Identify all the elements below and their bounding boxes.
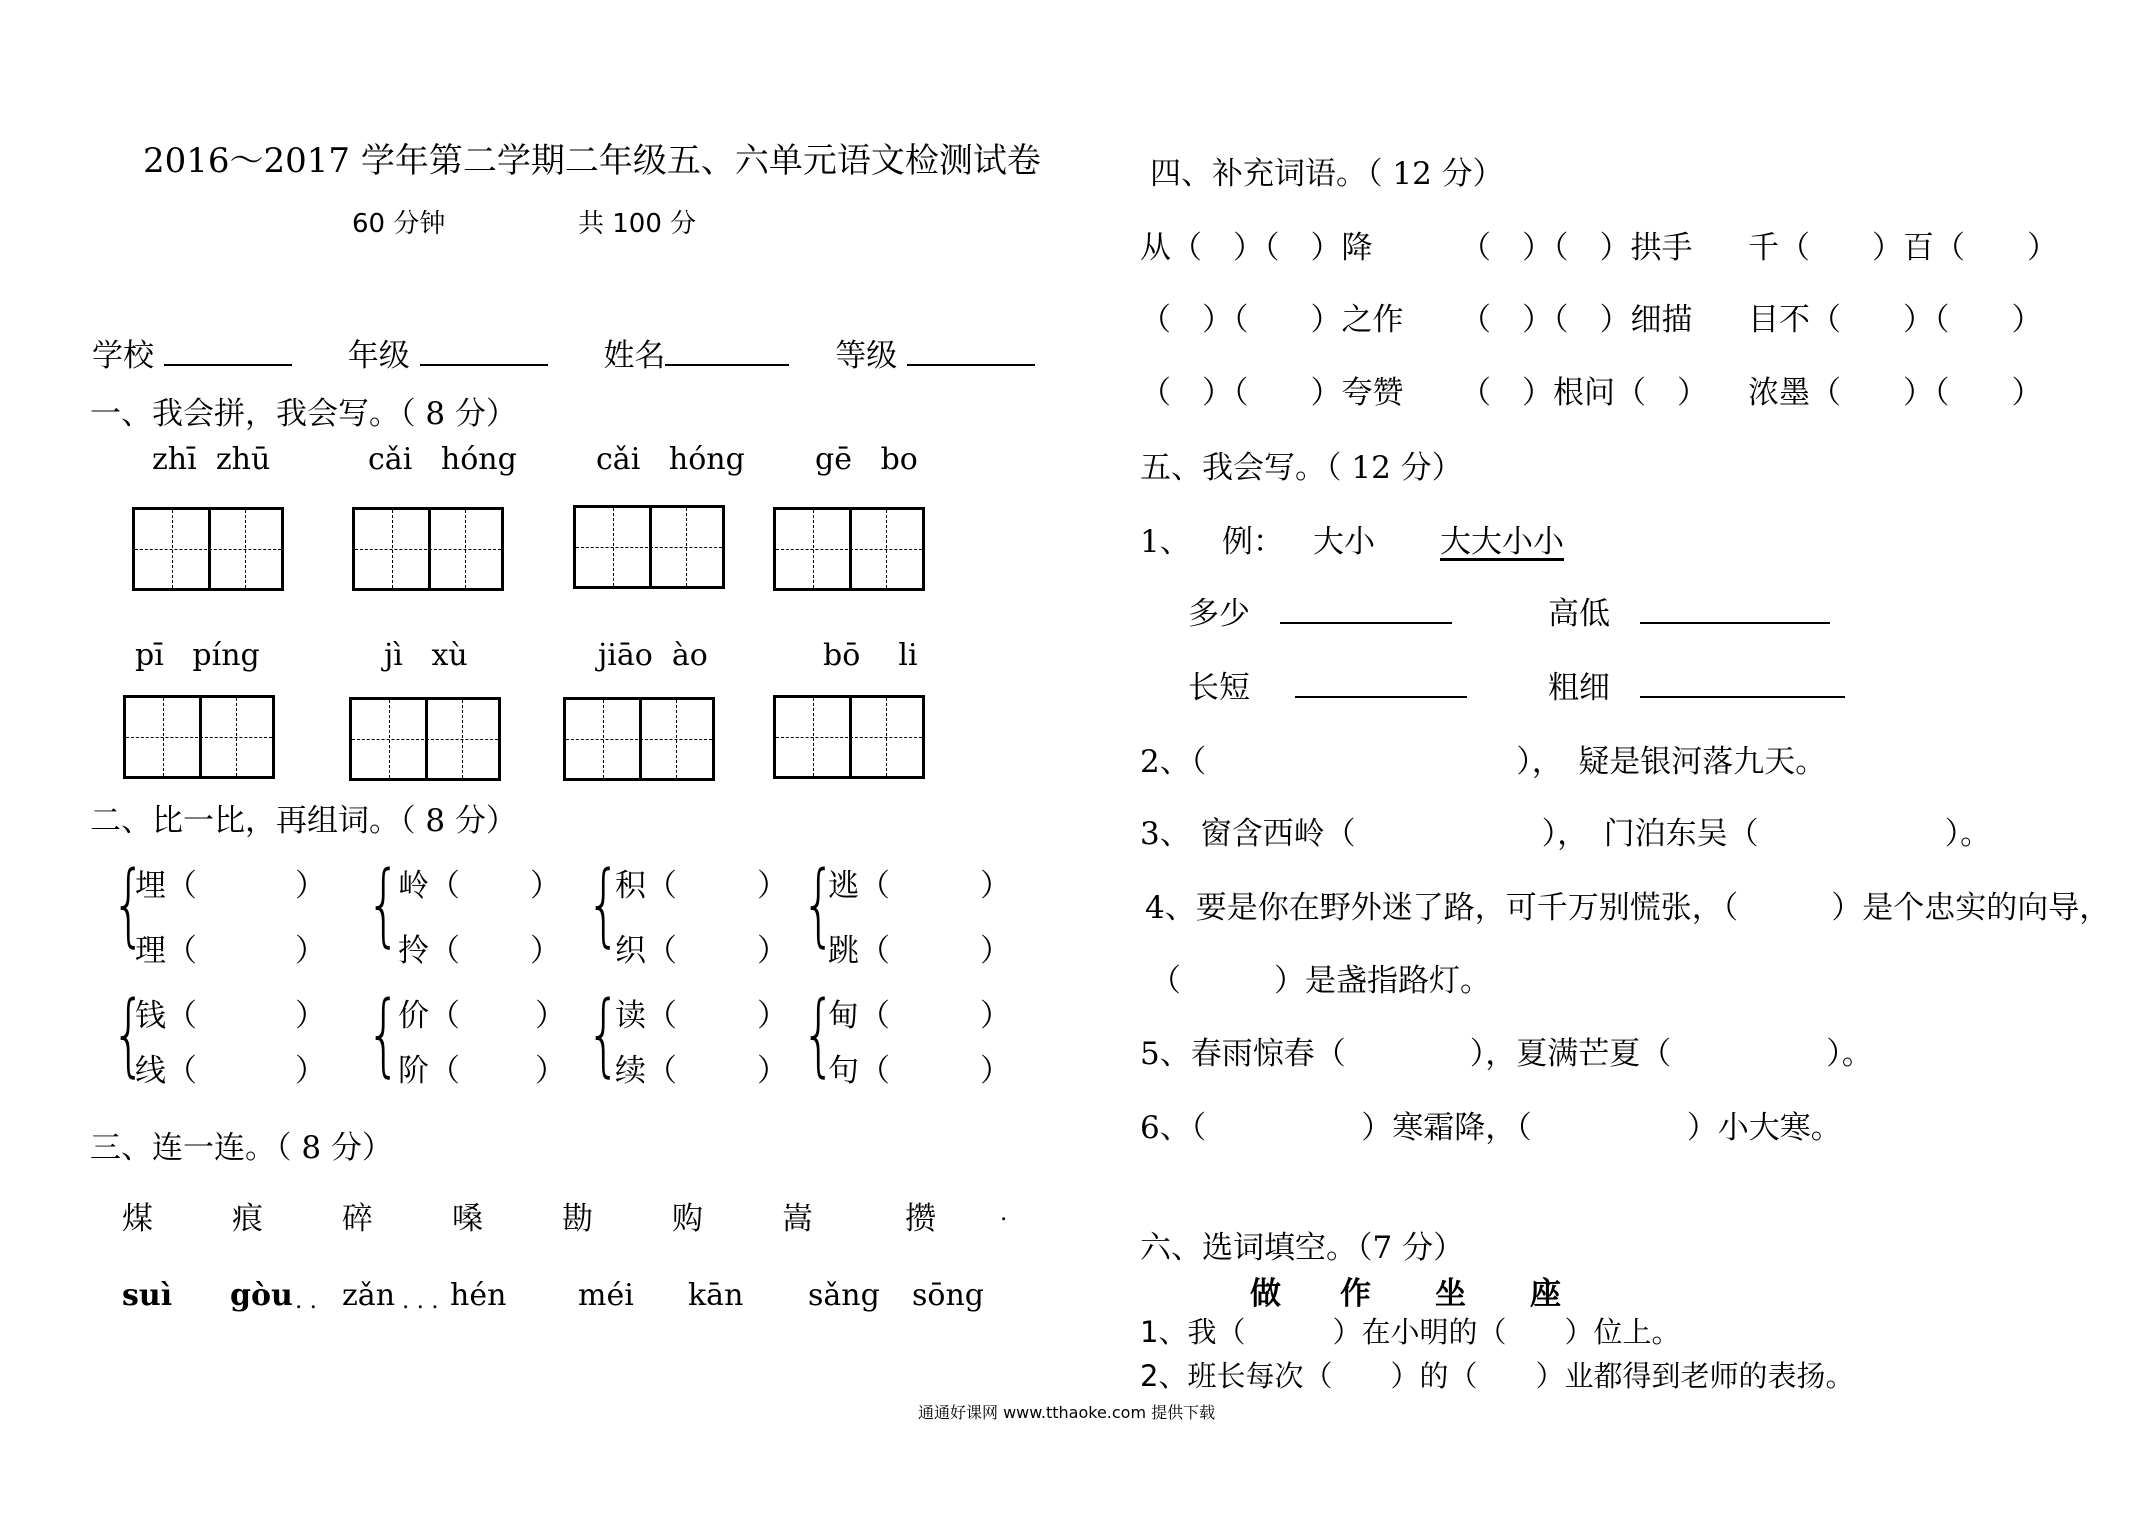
match-pinyin[interactable]: suì [122, 1278, 173, 1313]
pair-close: ） [980, 1053, 1011, 1089]
writing-box[interactable] [773, 507, 925, 591]
word-prompt: 高低 [1548, 596, 1610, 632]
q5[interactable]: 5、春雨惊春（ ），夏满芒夏（ ）。 [1140, 1036, 1873, 1072]
pair-close: ） [295, 998, 326, 1034]
q4-line2[interactable]: （ ）是盏指路灯。 [1150, 963, 1491, 999]
pinyin-7: jiāo ào [598, 638, 708, 673]
pair-char: 线（ [135, 1053, 197, 1089]
name-blank[interactable] [665, 334, 789, 366]
brace: { [366, 982, 401, 1087]
grade-label: 年级 [347, 338, 410, 374]
pair-char: 跳（ [828, 933, 890, 969]
idiom-item[interactable]: （ ）（ ）之作 [1140, 302, 1404, 338]
pair-char: 阶（ [398, 1053, 460, 1089]
section2-heading: 二、比一比，再组词。（ 8 分） [90, 803, 517, 839]
option-word: 做 [1250, 1276, 1281, 1312]
pair-close: ） [757, 998, 788, 1034]
pair-close: ） [757, 1053, 788, 1089]
pair-close: ） [295, 868, 326, 904]
idiom-item[interactable]: （ ）（ ）夸赞 [1140, 375, 1404, 411]
total-score: 共 100 分 [578, 209, 697, 239]
pinyin-4: gē bo [815, 442, 918, 477]
s6-q2[interactable]: 2、班长每次（ ）的（ ）业都得到老师的表扬。 [1140, 1359, 1855, 1393]
idiom-item[interactable]: 目不（ ）（ ） [1748, 302, 2043, 338]
q2[interactable]: 2、（ ）， 疑是银河落九天。 [1140, 744, 1827, 780]
match-char[interactable]: 碎 [342, 1201, 373, 1237]
pinyin-8: bō li [823, 638, 918, 673]
pair-close: ） [295, 1053, 326, 1089]
pair-close: ） [980, 933, 1011, 969]
option-word: 坐 [1435, 1276, 1466, 1312]
dot-mark: . [1000, 1200, 1008, 1226]
writing-box[interactable] [132, 507, 284, 591]
idiom-item[interactable]: 从（ ）（ ）降 [1140, 230, 1373, 266]
brace: { [111, 852, 146, 957]
pair-close: ） [535, 998, 566, 1034]
brace: { [586, 852, 621, 957]
q1-number: 1、 [1140, 524, 1191, 560]
match-char[interactable]: 嗓 [452, 1201, 483, 1237]
pair-close: ） [980, 868, 1011, 904]
pair-char: 岭（ [398, 868, 460, 904]
brace: { [586, 982, 621, 1087]
level-blank[interactable] [907, 334, 1035, 366]
q4-line1[interactable]: 4、要是你在野外迷了路，可千万别慌张，（ ）是个忠实的向导， [1145, 890, 2111, 926]
pair-close: ） [530, 868, 561, 904]
q1-example-word: 大小 [1313, 524, 1375, 560]
dot-mark: . . . [402, 1288, 439, 1314]
section1-heading: 一、我会拼，我会写。（ 8 分） [90, 396, 517, 432]
idiom-item[interactable]: （ ）根问（ ） [1460, 375, 1708, 411]
match-char[interactable]: 痕 [232, 1201, 263, 1237]
pair-char: 拎（ [398, 933, 460, 969]
word-prompt: 粗细 [1548, 670, 1610, 706]
match-char[interactable]: 嵩 [782, 1201, 813, 1237]
idiom-item[interactable]: （ ）（ ）拱手 [1460, 230, 1693, 266]
footer-source: 通通好课网 www.tthaoke.com 提供下载 [918, 1403, 1216, 1422]
idiom-item[interactable]: 浓墨（ ）（ ） [1748, 375, 2043, 411]
section4-heading: 四、补充词语。（ 12 分） [1150, 156, 1504, 192]
answer-blank[interactable] [1280, 592, 1452, 624]
answer-blank[interactable] [1295, 666, 1467, 698]
dot-mark: . . [295, 1288, 317, 1314]
grade-blank[interactable] [420, 334, 548, 366]
writing-box[interactable] [352, 507, 504, 591]
option-word: 作 [1340, 1276, 1371, 1312]
level-label: 等级 [835, 338, 898, 374]
match-char[interactable]: 攒 [905, 1201, 936, 1237]
name-label: 姓名 [603, 338, 666, 374]
answer-blank[interactable] [1640, 592, 1830, 624]
pair-char: 逃（ [828, 868, 890, 904]
pair-close: ） [757, 868, 788, 904]
pinyin-2: cǎi hóng [368, 442, 517, 477]
pair-close: ） [530, 933, 561, 969]
match-pinyin[interactable]: méi [578, 1278, 634, 1313]
idiom-item[interactable]: （ ）（ ）细描 [1460, 302, 1693, 338]
pair-close: ） [980, 998, 1011, 1034]
match-char[interactable]: 勘 [562, 1201, 593, 1237]
pair-char: 理（ [135, 933, 197, 969]
match-pinyin[interactable]: kān [688, 1278, 744, 1313]
answer-blank[interactable] [1640, 666, 1845, 698]
pair-char: 织（ [615, 933, 677, 969]
match-pinyin[interactable]: sōng [912, 1278, 984, 1313]
word-prompt: 多少 [1188, 596, 1250, 632]
pair-char: 积（ [615, 868, 677, 904]
match-pinyin[interactable]: hén [450, 1278, 507, 1313]
school-blank[interactable] [164, 334, 292, 366]
section6-heading: 六、选词填空。（7 分） [1140, 1230, 1465, 1266]
pair-char: 钱（ [135, 998, 197, 1034]
pinyin-3: cǎi hóng [596, 442, 745, 477]
idiom-item[interactable]: 千（ ）百（ ） [1748, 230, 2058, 266]
writing-box[interactable] [349, 697, 501, 781]
pair-close: ） [535, 1053, 566, 1089]
q3[interactable]: 3、 窗含西岭（ ）， 门泊东吴（ ）。 [1140, 816, 1992, 852]
pair-char: 价（ [398, 998, 460, 1034]
match-pinyin[interactable]: zǎn [342, 1278, 396, 1313]
pair-char: 续（ [615, 1053, 677, 1089]
q1-example-label: 例： [1222, 524, 1284, 560]
writing-box[interactable] [563, 697, 715, 781]
word-prompt: 长短 [1188, 670, 1250, 706]
pair-close: ） [757, 933, 788, 969]
pinyin-5: pī píng [135, 638, 260, 673]
section3-heading: 三、连一连。（ 8 分） [90, 1130, 393, 1166]
pinyin-1: zhī zhū [152, 442, 271, 477]
pair-char: 读（ [615, 998, 677, 1034]
section5-heading: 五、我会写。（ 12 分） [1140, 450, 1463, 486]
match-pinyin[interactable]: gòu [230, 1278, 293, 1313]
school-label: 学校 [92, 338, 154, 374]
q6[interactable]: 6、（ ）寒霜降，（ ）小大寒。 [1140, 1110, 1842, 1146]
writing-box[interactable] [123, 695, 275, 779]
exam-time: 60 分钟 [352, 209, 446, 239]
brace: { [801, 982, 836, 1087]
brace: { [111, 982, 146, 1087]
writing-box[interactable] [773, 695, 925, 779]
pair-char: 句（ [828, 1053, 890, 1089]
page-title: 2016～2017 学年第二学期二年级五、六单元语文检测试卷 [143, 141, 1041, 181]
q1-example-answer: 大大小小 [1440, 524, 1564, 560]
pinyin-6: jì xù [384, 638, 468, 673]
pair-char: 埋（ [135, 868, 197, 904]
brace: { [366, 852, 401, 957]
brace: { [801, 852, 836, 957]
pair-close: ） [295, 933, 326, 969]
match-pinyin[interactable]: sǎng [808, 1278, 880, 1313]
s6-q1[interactable]: 1、我（ ）在小明的（ ）位上。 [1140, 1315, 1681, 1349]
info-line [92, 330, 1035, 375]
pair-char: 甸（ [828, 998, 890, 1034]
writing-box[interactable] [573, 505, 725, 589]
option-word: 座 [1530, 1276, 1561, 1312]
match-char[interactable]: 煤 [122, 1201, 153, 1237]
match-char[interactable]: 购 [672, 1201, 703, 1237]
